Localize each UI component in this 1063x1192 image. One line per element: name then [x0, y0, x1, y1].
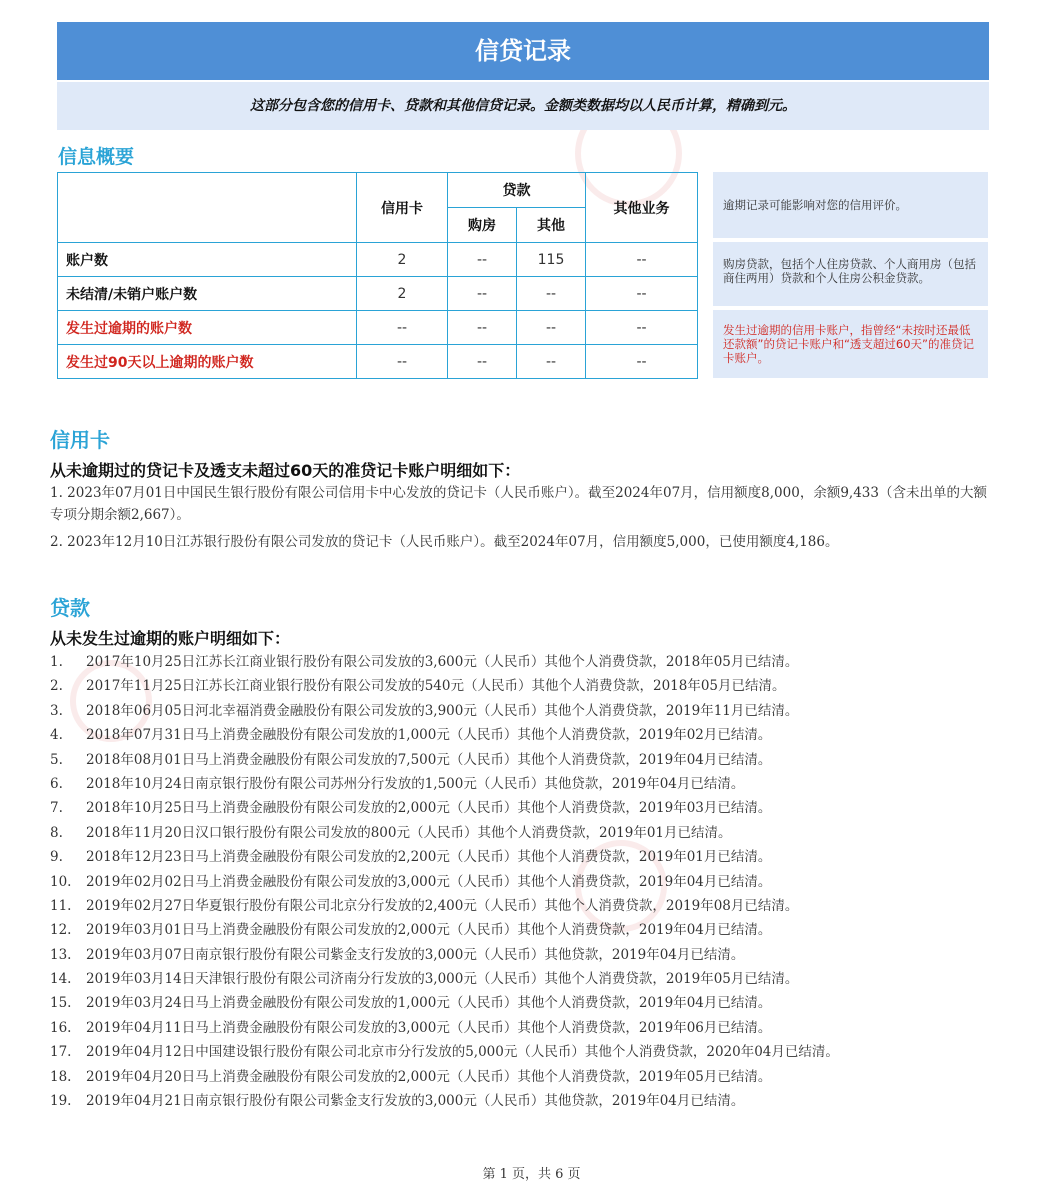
- cell-credit-card: --: [357, 311, 448, 345]
- item-text: 2019年04月20日马上消费金融股份有限公司发放的2,000元（人民币）其他个人消费贷款，2019年05月已结清。: [86, 1068, 772, 1085]
- item-number: 16.: [50, 1019, 72, 1036]
- list-item: [50, 772, 1010, 796]
- row-label: 未结清/未销户账户数: [58, 277, 357, 311]
- cell-housing: --: [448, 345, 517, 379]
- credit-card-item: 1. 2023年07月01日中国民生银行股份有限公司信用卡中心发放的贷记卡（人民币账户）。截至2024年07月，信用额度8,000，余额9,433（含未出单的大额专项分期余额2,667）。: [50, 485, 987, 523]
- cell-housing: --: [448, 277, 517, 311]
- table-header-row: [58, 173, 698, 208]
- credit-card-subtitle: 从未逾期过的贷记卡及透支未超过60天的准贷记卡账户明细如下：: [50, 461, 521, 480]
- item-text: 2018年12月23日马上消费金融股份有限公司发放的2,200元（人民币）其他个人消费贷款，2019年01月已结清。: [86, 849, 772, 866]
- item-text: 2019年03月14日天津银行股份有限公司济南分行发放的3,000元（人民币）其他个人消费贷款，2019年05月已结清。: [86, 971, 799, 988]
- list-item: [50, 845, 1010, 869]
- item-text: 2018年08月01日马上消费金融股份有限公司发放的7,500元（人民币）其他个人消费贷款，2019年04月已结清。: [86, 751, 772, 768]
- section-banner: 信贷记录: [57, 22, 989, 80]
- item-number: 4.: [50, 727, 63, 744]
- cell-other: --: [517, 277, 586, 311]
- list-item: [50, 796, 1010, 820]
- item-text: 2019年04月21日南京银行股份有限公司紫金支行发放的3,000元（人民币）其他贷款，2019年04月已结清。: [86, 1093, 745, 1110]
- item-number: 17.: [50, 1044, 72, 1061]
- cell-other-business: --: [586, 277, 698, 311]
- item-number: 18.: [50, 1068, 72, 1085]
- cell-other: 115: [517, 243, 586, 277]
- list-item: [50, 723, 1010, 747]
- item-text: 2018年11月20日汉口银行股份有限公司发放的800元（人民币）其他个人消费贷款，2019年01月已结清。: [86, 824, 732, 841]
- col-credit-card: 信用卡: [357, 173, 448, 243]
- item-number: 13.: [50, 946, 72, 963]
- item-text: 2018年06月05日河北幸福消费金融股份有限公司发放的3,900元（人民币）其他个人消费贷款，2019年11月已结清。: [86, 702, 799, 719]
- note-overdue-impact: 逾期记录可能影响对您的信用评价。: [713, 172, 988, 238]
- list-item: [50, 870, 1010, 894]
- row-label: 账户数: [58, 243, 357, 277]
- list-item: [50, 1089, 1010, 1113]
- item-text: 2019年04月11日马上消费金融股份有限公司发放的3,000元（人民币）其他个人消费贷款，2019年06月已结清。: [86, 1019, 772, 1036]
- list-item: [50, 967, 1010, 991]
- item-number: 19.: [50, 1093, 72, 1110]
- header-blank-cell: [58, 173, 357, 243]
- item-text: 2019年03月01日马上消费金融股份有限公司发放的2,000元（人民币）其他个人消费贷款，2019年04月已结清。: [86, 922, 772, 939]
- list-item: [50, 821, 1010, 845]
- list-item: [50, 943, 1010, 967]
- item-text: 2018年10月24日南京银行股份有限公司苏州分行发放的1,500元（人民币）其他贷款，2019年04月已结清。: [86, 775, 745, 792]
- item-text: 2019年02月02日马上消费金融股份有限公司发放的3,000元（人民币）其他个人消费贷款，2019年04月已结清。: [86, 873, 772, 890]
- list-item: [50, 699, 1010, 723]
- cell-credit-card: 2: [357, 243, 448, 277]
- item-text: 2019年03月24日马上消费金融股份有限公司发放的1,000元（人民币）其他个人消费贷款，2019年04月已结清。: [86, 995, 772, 1012]
- item-number: 15.: [50, 995, 72, 1012]
- list-item: [50, 991, 1010, 1015]
- item-text: 2018年10月25日马上消费金融股份有限公司发放的2,000元（人民币）其他个人消费贷款，2019年03月已结清。: [86, 800, 772, 817]
- table-row: [58, 277, 698, 311]
- cell-other: --: [517, 311, 586, 345]
- item-number: 8.: [50, 824, 63, 841]
- item-number: 2.: [50, 678, 63, 695]
- list-item: [50, 674, 1010, 698]
- note-overdue-definition: 发生过逾期的信用卡账户，指曾经“未按时还最低还款额”的贷记卡账户和“透支超过60天”的准贷记卡账户。: [713, 310, 988, 378]
- cell-other-business: --: [586, 311, 698, 345]
- item-text: 2018年07月31日马上消费金融股份有限公司发放的1,000元（人民币）其他个人消费贷款，2019年02月已结清。: [86, 727, 772, 744]
- list-item: [50, 650, 1010, 674]
- item-number: 1.: [50, 654, 63, 670]
- col-other: 其他: [517, 208, 586, 243]
- col-loan: 贷款: [448, 173, 586, 208]
- item-text: 2017年10月25日江苏长江商业银行股份有限公司发放的3,600元（人民币）其他个人消费贷款，2018年05月已结清。: [86, 654, 799, 670]
- section-description: 这部分包含您的信用卡、贷款和其他信贷记录。金额类数据均以人民币计算，精确到元。: [57, 82, 989, 130]
- cell-other-business: --: [586, 345, 698, 379]
- item-number: 6.: [50, 775, 63, 792]
- item-text: 2017年11月25日江苏长江商业银行股份有限公司发放的540元（人民币）其他个人消费贷款，2018年05月已结清。: [86, 678, 786, 695]
- item-text: 2019年04月12日中国建设银行股份有限公司北京市分行发放的5,000元（人民币）其他个人消费贷款，2020年04月已结清。: [86, 1044, 839, 1061]
- row-label-warning: 发生过逾期的账户数: [58, 311, 357, 345]
- item-text: 2019年02月27日华夏银行股份有限公司北京分行发放的2,400元（人民币）其他个人消费贷款，2019年08月已结清。: [86, 897, 799, 914]
- loans-title: 贷款: [50, 596, 90, 620]
- item-number: 9.: [50, 849, 63, 866]
- cell-other: --: [517, 345, 586, 379]
- list-item: [50, 748, 1010, 772]
- item-text: 2019年03月07日南京银行股份有限公司紫金支行发放的3,000元（人民币）其他贷款，2019年04月已结清。: [86, 946, 745, 963]
- table-row: [58, 243, 698, 277]
- list-item: [50, 1065, 1010, 1089]
- item-number: 3.: [50, 702, 63, 719]
- page-number: 第 1 页，共 6 页: [482, 1167, 581, 1182]
- cell-housing: --: [448, 243, 517, 277]
- list-item: [50, 1040, 1010, 1064]
- note-housing-loan: 购房贷款，包括个人住房贷款、个人商用房（包括商住两用）贷款和个人住房公积金贷款。: [713, 242, 988, 306]
- table-row: [58, 345, 698, 379]
- cell-other-business: --: [586, 243, 698, 277]
- item-number: 7.: [50, 800, 63, 817]
- col-housing: 购房: [448, 208, 517, 243]
- list-item: [50, 918, 1010, 942]
- overview-title: 信息概要: [58, 146, 135, 168]
- credit-card-title: 信用卡: [50, 428, 110, 452]
- item-number: 12.: [50, 922, 72, 939]
- credit-card-item: 2. 2023年12月10日江苏银行股份有限公司发放的贷记卡（人民币账户）。截至2024年07月，信用额度5,000，已使用额度4,186。: [50, 534, 839, 550]
- list-item: [50, 1016, 1010, 1040]
- loans-subtitle: 从未发生过逾期的账户明细如下：: [50, 629, 291, 648]
- item-number: 11.: [50, 897, 72, 914]
- cell-credit-card: --: [357, 345, 448, 379]
- overview-table: [57, 172, 698, 379]
- cell-credit-card: 2: [357, 277, 448, 311]
- list-item: [50, 894, 1010, 918]
- row-label-warning: 发生过90天以上逾期的账户数: [58, 345, 357, 379]
- col-other-business: 其他业务: [586, 173, 698, 243]
- item-number: 10.: [50, 873, 72, 890]
- item-number: 5.: [50, 751, 63, 768]
- item-number: 14.: [50, 971, 72, 988]
- table-row: [58, 311, 698, 345]
- cell-housing: --: [448, 311, 517, 345]
- loan-list: [50, 650, 1010, 1113]
